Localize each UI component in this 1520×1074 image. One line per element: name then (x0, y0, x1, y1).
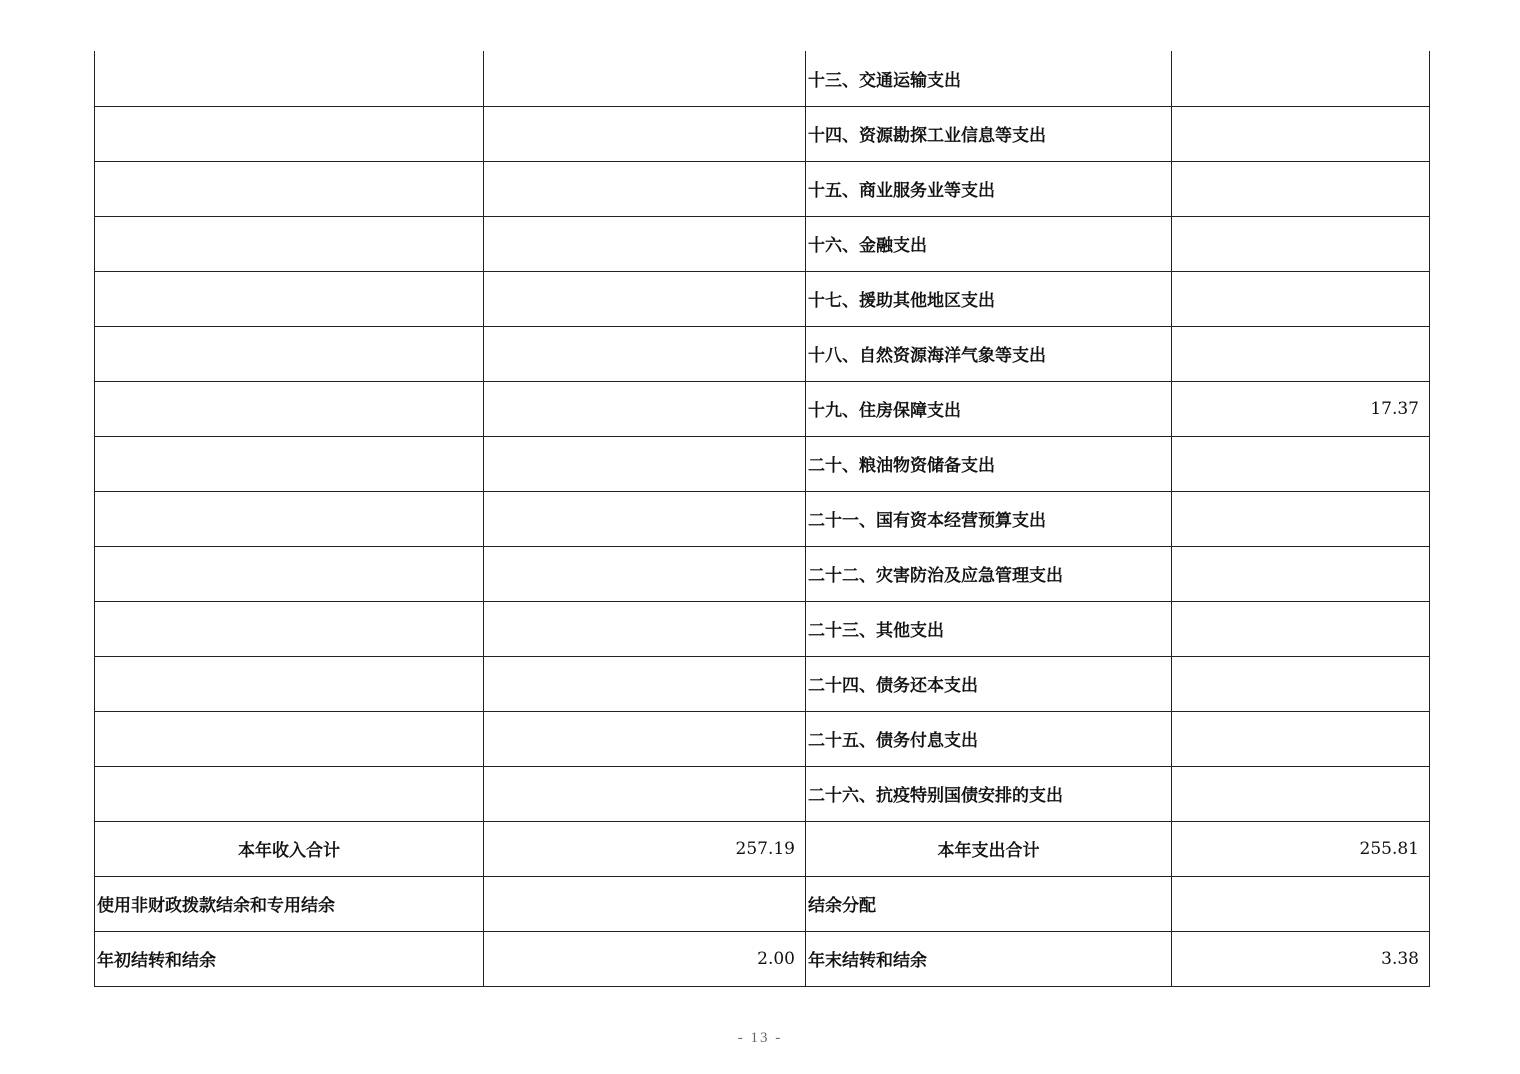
income-amount-cell (484, 656, 806, 711)
table-row (95, 271, 1430, 326)
income-amount-cell (484, 491, 806, 546)
income-item-cell (95, 491, 484, 546)
income-item-cell (95, 51, 484, 106)
expense-item-cell: 二十五、债务付息支出 (806, 711, 1172, 766)
balance-alloc-label: 结余分配 (806, 876, 1172, 931)
expense-total-value: 255.81 (1172, 821, 1430, 876)
income-amount-cell (484, 271, 806, 326)
expense-item-cell: 十五、商业服务业等支出 (806, 161, 1172, 216)
expense-item-cell: 二十四、债务还本支出 (806, 656, 1172, 711)
income-item-cell (95, 436, 484, 491)
carry-end-label: 年末结转和结余 (806, 931, 1172, 986)
table-row (95, 51, 1430, 106)
income-amount-cell (484, 106, 806, 161)
expense-amount-cell (1172, 436, 1430, 491)
income-item-cell (95, 766, 484, 821)
expense-item-cell: 十六、金融支出 (806, 216, 1172, 271)
carry-end-value: 3.38 (1172, 931, 1430, 986)
income-amount-cell (484, 161, 806, 216)
expense-amount-cell (1172, 51, 1430, 106)
expense-item-cell: 十四、资源勘探工业信息等支出 (806, 106, 1172, 161)
income-amount-cell (484, 381, 806, 436)
table-row (95, 381, 1430, 436)
income-amount-cell (484, 216, 806, 271)
income-item-cell (95, 381, 484, 436)
income-item-cell (95, 326, 484, 381)
expense-item-cell: 二十三、其他支出 (806, 601, 1172, 656)
table-row (95, 216, 1430, 271)
income-amount-cell (484, 436, 806, 491)
balance-alloc-value (1172, 876, 1430, 931)
table-row (95, 106, 1430, 161)
expense-amount-cell (1172, 106, 1430, 161)
expense-item-cell: 二十、粮油物资储备支出 (806, 436, 1172, 491)
table-body (95, 51, 1430, 986)
income-item-cell (95, 106, 484, 161)
page-number: - 13 - (737, 1030, 783, 1046)
income-item-cell (95, 656, 484, 711)
table-row (95, 766, 1430, 821)
expense-item-cell: 十九、住房保障支出 (806, 381, 1172, 436)
income-item-cell (95, 546, 484, 601)
expense-amount-cell: 17.37 (1172, 381, 1430, 436)
balance-use-row (95, 876, 1430, 931)
expense-item-cell: 十八、自然资源海洋气象等支出 (806, 326, 1172, 381)
expense-item-cell: 十七、援助其他地区支出 (806, 271, 1172, 326)
expense-item-cell: 十三、交通运输支出 (806, 51, 1172, 106)
income-total-value: 257.19 (484, 821, 806, 876)
carry-row (95, 931, 1430, 986)
carry-begin-value: 2.00 (484, 931, 806, 986)
expense-total-label: 本年支出合计 (806, 821, 1172, 876)
table-row (95, 436, 1430, 491)
income-amount-cell (484, 326, 806, 381)
budget-table (94, 51, 1430, 987)
income-item-cell (95, 601, 484, 656)
expense-amount-cell (1172, 656, 1430, 711)
expense-item-cell: 二十二、灾害防治及应急管理支出 (806, 546, 1172, 601)
income-amount-cell (484, 51, 806, 106)
expense-item-cell: 二十六、抗疫特别国债安排的支出 (806, 766, 1172, 821)
income-amount-cell (484, 546, 806, 601)
income-total-label: 本年收入合计 (95, 821, 484, 876)
totals-row (95, 821, 1430, 876)
expense-amount-cell (1172, 601, 1430, 656)
expense-amount-cell (1172, 216, 1430, 271)
table-row (95, 656, 1430, 711)
balance-use-value (484, 876, 806, 931)
income-amount-cell (484, 601, 806, 656)
expense-amount-cell (1172, 326, 1430, 381)
balance-use-label: 使用非财政拨款结余和专用结余 (95, 876, 484, 931)
expense-amount-cell (1172, 271, 1430, 326)
expense-item-cell: 二十一、国有资本经营预算支出 (806, 491, 1172, 546)
income-item-cell (95, 216, 484, 271)
table-row (95, 161, 1430, 216)
table-row (95, 711, 1430, 766)
income-item-cell (95, 271, 484, 326)
income-amount-cell (484, 711, 806, 766)
expense-amount-cell (1172, 491, 1430, 546)
expense-amount-cell (1172, 766, 1430, 821)
income-amount-cell (484, 766, 806, 821)
table-row (95, 491, 1430, 546)
expense-amount-cell (1172, 711, 1430, 766)
income-item-cell (95, 161, 484, 216)
expense-amount-cell (1172, 546, 1430, 601)
table-row (95, 546, 1430, 601)
income-item-cell (95, 711, 484, 766)
table-row (95, 601, 1430, 656)
table-row (95, 326, 1430, 381)
carry-begin-label: 年初结转和结余 (95, 931, 484, 986)
expense-amount-cell (1172, 161, 1430, 216)
